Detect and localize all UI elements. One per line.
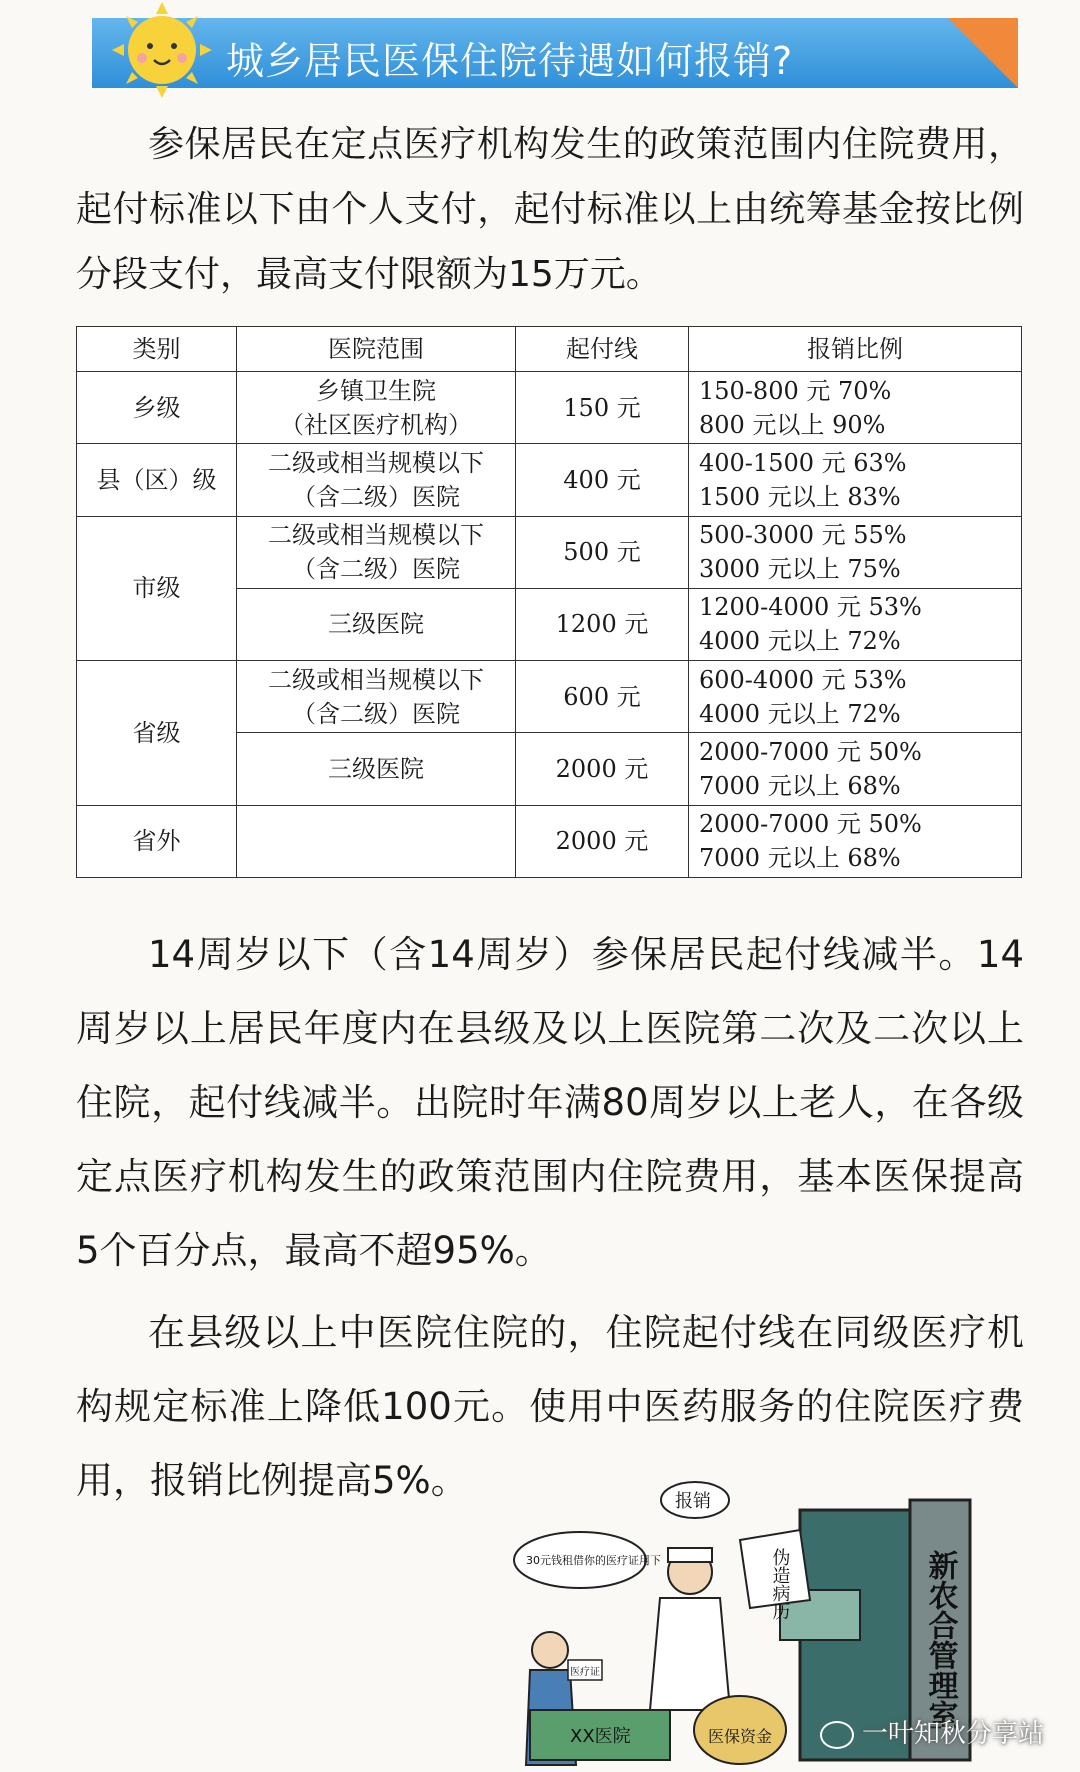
counter-label: XX医院 <box>570 1726 631 1747</box>
range-cell: 二级或相当规模以下 （含二级）医院 <box>237 516 516 588</box>
reimbursement-table <box>76 326 1022 878</box>
watermark <box>820 1713 1044 1750</box>
threshold-cell: 2000 元 <box>516 805 689 877</box>
bag-label: 医保资金 <box>708 1727 773 1746</box>
range-cell <box>237 805 516 877</box>
range-cell: 乡镇卫生院 （社区医疗机构） <box>237 372 516 444</box>
wechat-icon <box>820 1721 854 1749</box>
watermark-text: 一叶知秋分享站 <box>861 1719 1044 1749</box>
tcm-policy-paragraph: 在县级以上中医院住院的，住院起付线在同级医疗机构规定标准上降低100元。使用中医药服务的住院医疗费用，报销比例提高5%。 <box>76 1311 1024 1502</box>
threshold-cell: 150 元 <box>516 372 689 444</box>
threshold-cell: 1200 元 <box>516 588 689 660</box>
hospital-counter <box>530 1710 670 1760</box>
banner-accent <box>948 18 1018 88</box>
ratio-cell: 2000-7000 元 50% 7000 元以上 68% <box>689 733 1022 805</box>
baoxiao-bubble <box>661 1482 729 1518</box>
ratio-cell: 400-1500 元 63% 1500 元以上 83% <box>689 444 1022 516</box>
card-label: 医疗证 <box>570 1667 600 1678</box>
threshold-cell: 2000 元 <box>516 733 689 805</box>
page-title: 城乡居民医保住院待遇如何报销? <box>226 39 794 83</box>
sun-icon <box>92 0 232 100</box>
table-row <box>77 805 1022 877</box>
category-cell: 乡级 <box>77 372 237 444</box>
age-policy-paragraph: 14周岁以下（含14周岁）参保居民起付线减半。14周岁以上居民年度内在县级及以上医院第二次及二次以上住院，起付线减半。出院时年满80周岁以上老人，在各级定点医疗机构发生的政策范围内住院费用，基本医保提高5个百分点，最高不超95%。 <box>76 933 1024 1272</box>
ratio-cell: 600-4000 元 53% 4000 元以上 72% <box>689 661 1022 733</box>
header-threshold: 起付线 <box>516 327 689 372</box>
baoxiao-label: 报销 <box>675 1491 711 1512</box>
table-row <box>77 516 1022 588</box>
ratio-cell: 500-3000 元 55% 3000 元以上 75% <box>689 516 1022 588</box>
ratio-cell: 2000-7000 元 50% 7000 元以上 68% <box>689 805 1022 877</box>
table-header-row <box>77 327 1022 372</box>
header-hospital-range: 医院范围 <box>237 327 516 372</box>
threshold-cell: 600 元 <box>516 661 689 733</box>
range-cell: 二级或相当规模以下 （含二级）医院 <box>237 661 516 733</box>
category-cell: 市级 <box>77 516 237 661</box>
range-cell: 三级医院 <box>237 733 516 805</box>
table-row <box>77 444 1022 516</box>
ratio-cell: 150-800 元 70% 800 元以上 90% <box>689 372 1022 444</box>
category-cell: 省外 <box>77 805 237 877</box>
money-bag <box>694 1696 786 1764</box>
table-row <box>77 372 1022 444</box>
doctor-figure <box>650 1548 730 1710</box>
paper-label: 伪造病历 <box>769 1548 791 1620</box>
threshold-cell: 500 元 <box>516 516 689 588</box>
table-row <box>77 661 1022 733</box>
speech-bubble-text: 30元钱租借你的医疗证用下 <box>526 1554 661 1567</box>
range-cell: 二级或相当规模以下 （含二级）医院 <box>237 444 516 516</box>
box-label: 新农合管理室 <box>922 1550 958 1730</box>
ratio-cell: 1200-4000 元 53% 4000 元以上 72% <box>689 588 1022 660</box>
header-ratio: 报销比例 <box>689 327 1022 372</box>
speech-bubble <box>514 1532 661 1588</box>
range-cell: 三级医院 <box>237 588 516 660</box>
category-cell: 县（区）级 <box>77 444 237 516</box>
intro-paragraph: 参保居民在定点医疗机构发生的政策范围内住院费用，起付标准以下由个人支付，起付标准以上由统筹基金按比例分段支付，最高支付限额为15万元。 <box>76 124 1024 295</box>
category-cell: 省级 <box>77 661 237 806</box>
threshold-cell: 400 元 <box>516 444 689 516</box>
header-category: 类别 <box>77 327 237 372</box>
